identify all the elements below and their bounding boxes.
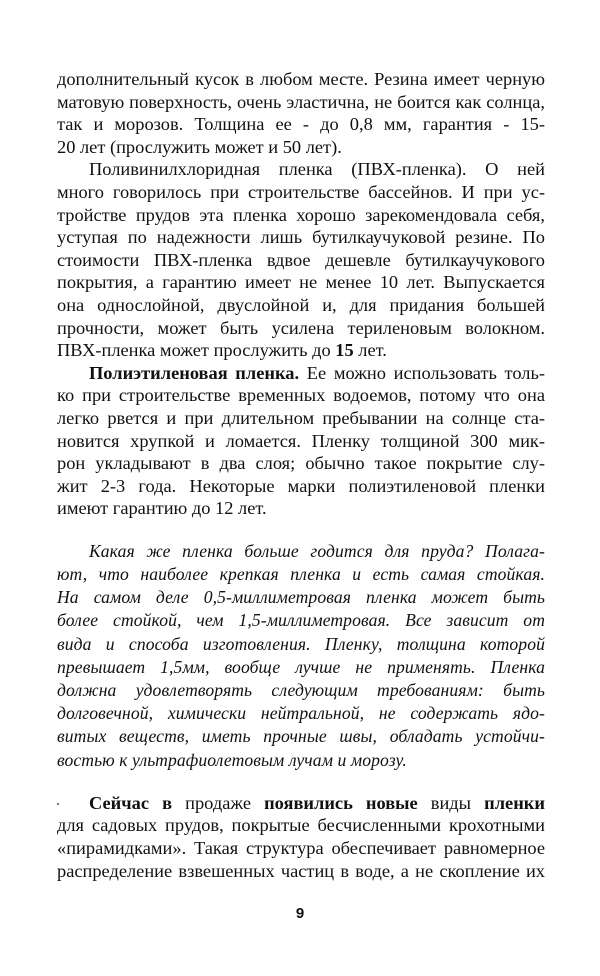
- text-line: распределение взвешенных частиц в воде, а не скопление их: [57, 860, 545, 881]
- text-line: легко рвется и при длительном пребывании на солнце ста-: [57, 407, 545, 428]
- text-line: имеют гарантию до 12 лет.: [57, 498, 267, 519]
- page-number: 9: [295, 905, 305, 922]
- paragraph-italic-requirements: [57, 540, 545, 772]
- text-line: [57, 339, 545, 362]
- text-line: Какая же пленка больше годится для пруда? Полага-: [89, 540, 545, 561]
- text-line: для садовых прудов, покрытые бесчисленными крохотными: [57, 815, 545, 836]
- text-line: тройстве прудов эта пленка хорошо зарекомендовала себя,: [57, 204, 545, 225]
- spacer: [57, 772, 545, 792]
- text-fragment: Ее можно использовать толь-: [299, 362, 545, 383]
- text-line: покрытия, а гарантию имеет не менее 10 лет. Выпускается: [57, 272, 545, 293]
- text-line: уступая по надежности лишь бутилкаучуковой резине. По: [57, 227, 545, 248]
- text-fragment: ПВХ-пленка может прослужить до: [57, 340, 336, 361]
- text-line: матовую поверхность, очень эластична, не боится как солнца,: [57, 91, 545, 112]
- text-line: [57, 792, 545, 815]
- text-line: должна удовлетворять следующим требованиям: быть: [57, 680, 545, 700]
- text-line: так и морозов. Толщина ее - до 0,8 мм, гарантия - 15-: [57, 114, 545, 135]
- paragraph-new-films: [57, 792, 545, 882]
- bold-fragment: Сейчас в: [89, 792, 173, 813]
- text-fragment: виды: [417, 792, 485, 813]
- bold-heading: Полиэтиленовая пленка.: [89, 362, 300, 383]
- text-line: 20 лет (прослужить может и 50 лет).: [57, 136, 342, 157]
- text-fragment: лет.: [353, 340, 387, 361]
- print-speck: [57, 803, 59, 805]
- text-line: более стойкой, чем 1,5-миллиметровая. Все зависит от: [57, 610, 545, 631]
- page-body: [57, 68, 545, 882]
- text-line: она однослойной, двуслойной и, для придания большей: [57, 294, 545, 315]
- bold-number: 15: [335, 340, 354, 361]
- text-line: дополнительный кусок в любом месте. Резина имеет черную: [57, 69, 545, 89]
- bold-fragment: появились новые: [264, 792, 418, 813]
- spacer: [57, 520, 545, 540]
- text-line: рон укладывают в два слоя; обычно такое покрытие слу-: [57, 453, 545, 474]
- text-line: «пирамидками». Такая структура обеспечивает равномерное: [57, 837, 545, 858]
- text-line: На самом деле 0,5-миллиметровая пленка может быть: [57, 587, 545, 608]
- text-line: новится хрупкой и ломается. Пленку толщиной 300 мик-: [57, 430, 545, 451]
- paragraph-polyethylene: [57, 362, 545, 520]
- text-line: [57, 362, 545, 385]
- text-line: Поливинилхлоридная пленка (ПВХ-пленка). О ней: [89, 159, 545, 180]
- text-line: витых веществ, иметь прочные швы, обладать устойчи-: [57, 726, 545, 747]
- text-line: вида и способа изготовления. Пленку, толщина которой: [57, 633, 545, 654]
- text-fragment: продаже: [172, 792, 265, 813]
- text-line: жит 2-3 года. Некоторые марки полиэтиленовой пленки: [57, 475, 545, 496]
- text-line: ко при строительстве временных водоемов, потому что она: [57, 385, 545, 406]
- paragraph-pvc: [57, 158, 545, 361]
- text-line: ют, что наиболее крепкая пленка и есть самая стойкая.: [57, 564, 545, 585]
- text-line: долговечной, химически нейтральной, не содержать ядо-: [57, 703, 545, 724]
- text-line: много говорилось при строительстве бассейнов. И при ус-: [57, 181, 545, 202]
- text-line: стоимости ПВХ-пленка вдвое дешевле бутилкаучукового: [57, 249, 545, 270]
- bold-fragment: пленки: [484, 792, 545, 813]
- text-line: прочности, может быть усилена териленовым волокном.: [57, 317, 545, 338]
- text-line: превышает 1,5мм, вообще лучше не применять. Пленка: [57, 656, 545, 677]
- paragraph-rubber: [57, 68, 545, 158]
- text-line: востью к ультрафиолетовым лучам и морозу.: [57, 749, 407, 770]
